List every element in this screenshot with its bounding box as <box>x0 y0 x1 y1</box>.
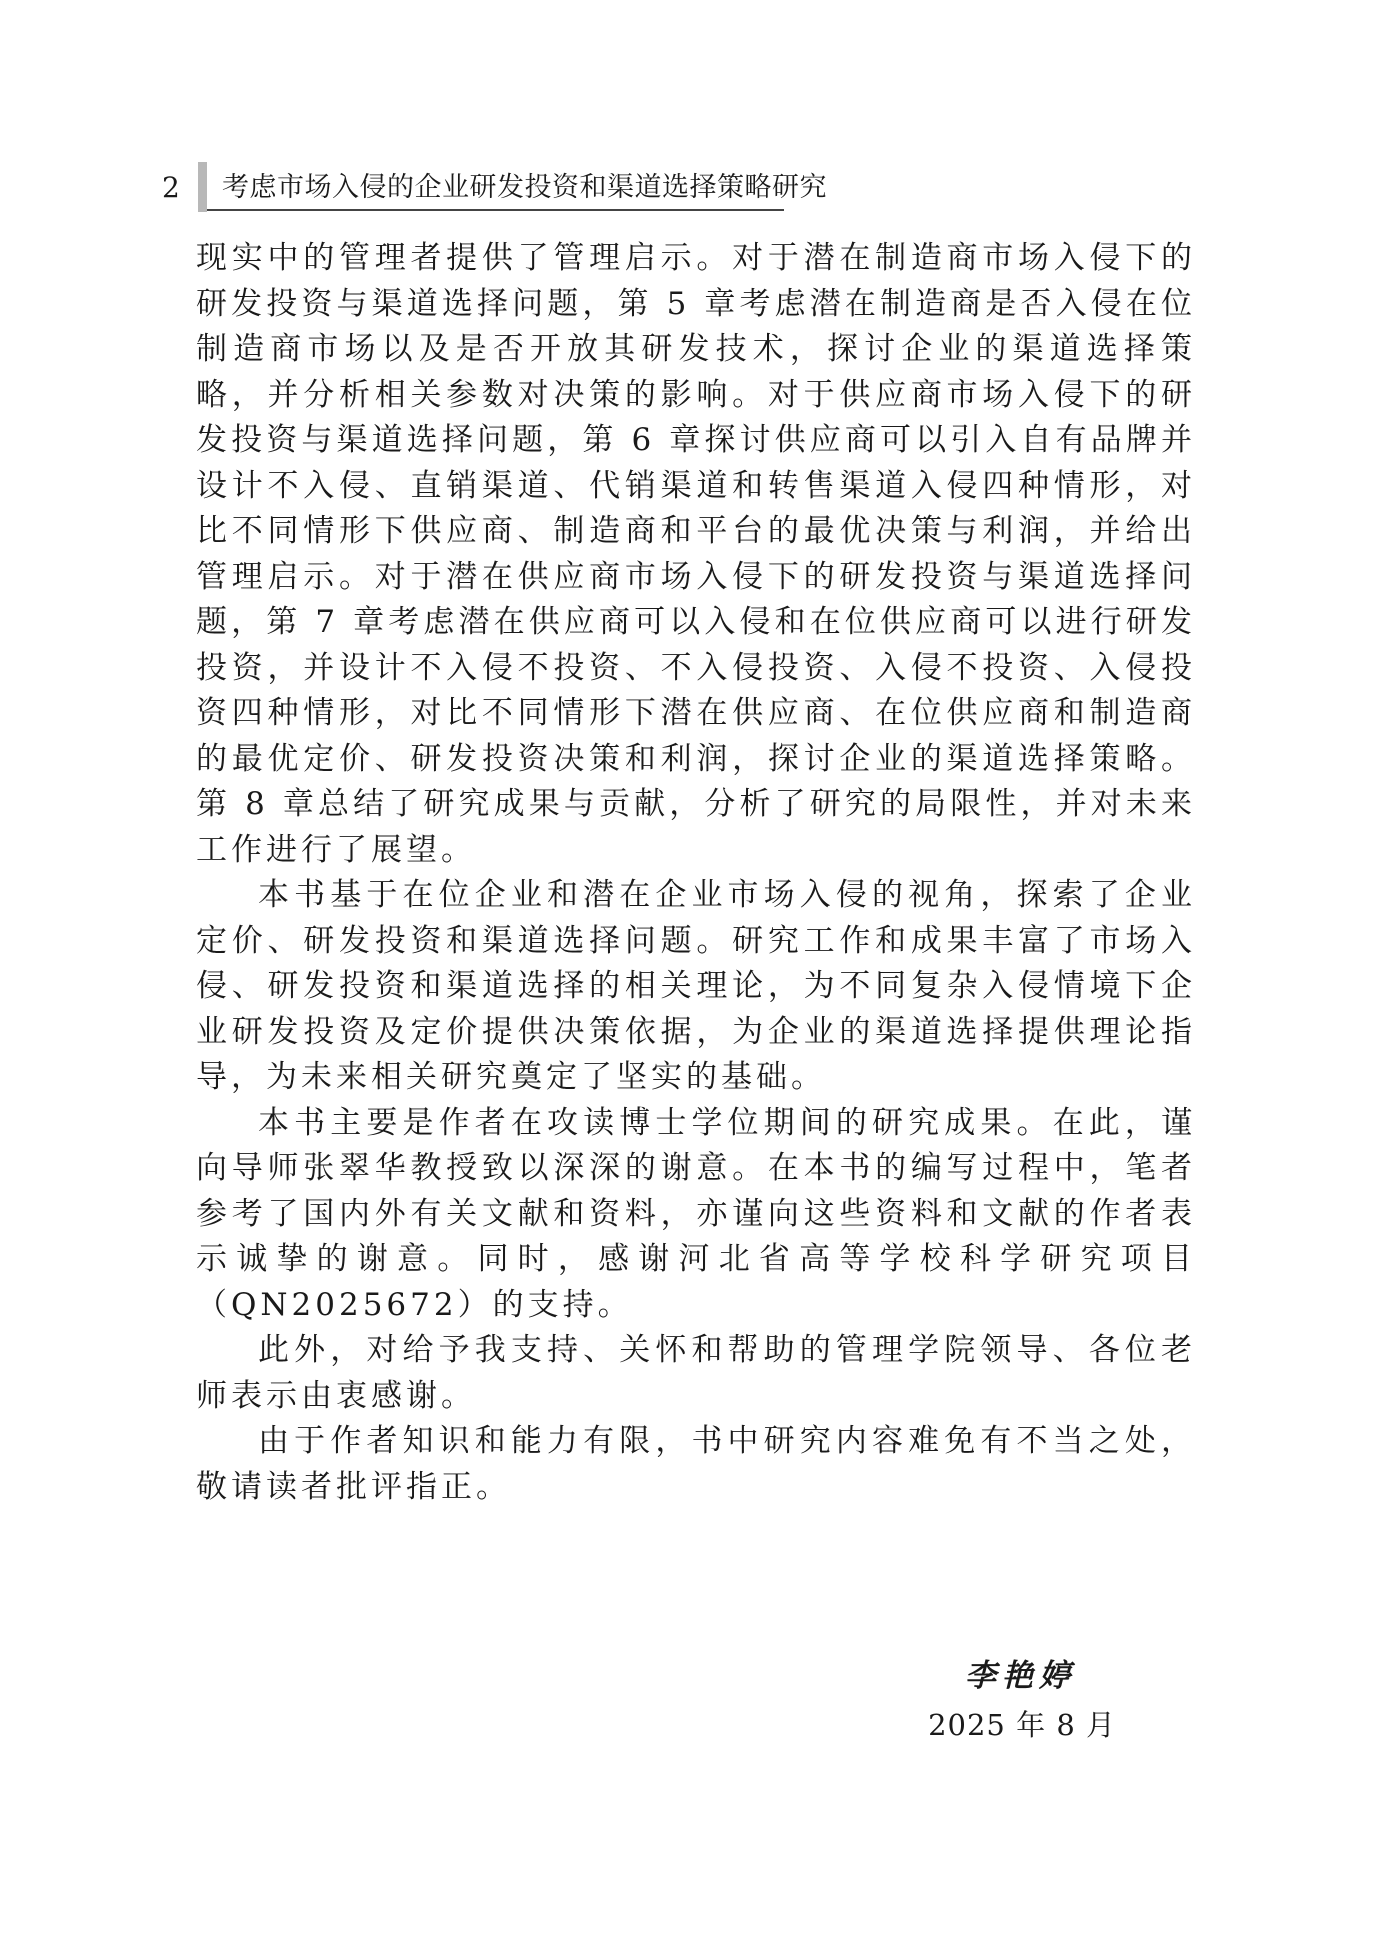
header-accent-bar <box>198 162 207 212</box>
paragraph-2: 本书基于在位企业和潜在企业市场入侵的视角，探索了企业定价、研发投资和渠道选择问题。研究工作和成果丰富了市场入侵、研发投资和渠道选择的相关理论，为不同复杂入侵情境下企业研发投资及定价提供决策依据，为企业的渠道选择提供理论指导，为未来相关研究奠定了坚实的基础。 <box>196 877 1196 1095</box>
paragraph-3: 本书主要是作者在攻读博士学位期间的研究成果。在此，谨向导师张翠华教授致以深深的谢意。在本书的编写过程中，笔者参考了国内外有关文献和资料，亦谨向这些资料和文献的作者表示诚挚的谢意。同时，感谢河北省高等学校科学研究项目（QN2025672）的支持。 <box>196 1104 1196 1323</box>
body-text <box>196 236 1196 1510</box>
paragraph-4: 此外，对给予我支持、关怀和帮助的管理学院领导、各位老师表示由衷感谢。 <box>196 1332 1196 1414</box>
author-signature: 李艳婷 <box>965 1658 1076 1694</box>
signature-date: 2025 年 8 月 <box>928 1708 1116 1742</box>
paragraph-5: 由于作者知识和能力有限，书中研究内容难免有不当之处，敬请读者批评指正。 <box>196 1423 1196 1505</box>
paragraph-1: 现实中的管理者提供了管理启示。对于潜在制造商市场入侵下的研发投资与渠道选择问题，第 5 章考虑潜在制造商是否入侵在位制造商市场以及是否开放其研发技术，探讨企业的渠道选择策略，并分析相关参数对决策的影响。对于供应商市场入侵下的研发投资与渠道选择问题，第 6 章探讨供应商可以引入自有品牌并设计不入侵、直销渠道、代销渠道和转售渠道入侵四种情形，对比不同情形下供应商、制造商和平台的最优决策与利润，并给出管理启示。对于潜在供应商市场入侵下的研发投资与渠道选择问题，第 7 章考虑潜在供应商可以入侵和在位供应商可以进行研发投资，并设计不入侵不投资、不入侵投资、入侵不投资、入侵投资四种情形，对比不同情形下潜在供应商、在位供应商和制造商的最优定价、研发投资决策和利润，探讨企业的渠道选择策略。第 8 章总结了研究成果与贡献，分析了研究的局限性，并对未来工作进行了展望。 <box>196 240 1196 868</box>
header-rule <box>207 209 784 211</box>
running-title: 考虑市场入侵的企业研发投资和渠道选择策略研究 <box>222 172 827 203</box>
page-number: 2 <box>162 171 180 204</box>
